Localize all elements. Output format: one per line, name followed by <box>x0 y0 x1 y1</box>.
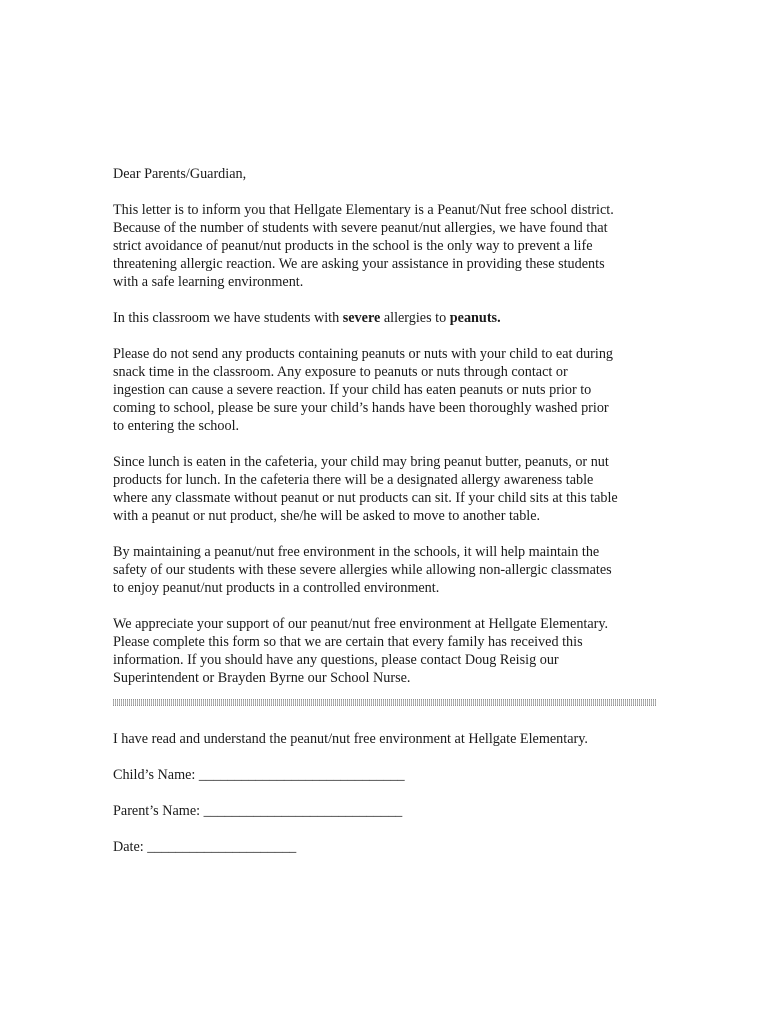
text-line: ingestion can cause a severe reaction. If your child has eaten peanuts or nuts prior to <box>113 382 592 398</box>
paragraph-intro <box>113 201 658 291</box>
parent-name-field[interactable] <box>113 802 658 820</box>
allergy-allergen-bold: peanuts. <box>449 310 501 326</box>
text-line: with a peanut or nut product, she/he will be asked to move to another table. <box>113 508 541 524</box>
date-field[interactable] <box>113 838 658 856</box>
letter-page <box>113 165 658 874</box>
text-line: to enjoy peanut/nut products in a controlled environment. <box>113 580 440 596</box>
child-name-label: Child’s Name: <box>113 767 199 783</box>
text-line: products for lunch. In the cafeteria there will be a designated allergy awareness table <box>113 472 594 488</box>
text-line: snack time in the classroom. Any exposure to peanuts or nuts through contact or <box>113 364 568 380</box>
child-name-blank[interactable]: _____________________________ <box>198 767 405 783</box>
paragraph-lunch <box>113 453 658 525</box>
text-line: threatening allergic reaction. We are asking your assistance in providing these students <box>113 256 605 272</box>
acknowledgement-statement: I have read and understand the peanut/nut free environment at Hellgate Elementary. <box>113 731 588 747</box>
allergy-severity-bold: severe <box>342 310 381 326</box>
text-line: We appreciate your support of our peanut/nut free environment at Hellgate Elementary. <box>113 616 609 632</box>
text-line: with a safe learning environment. <box>113 274 304 290</box>
child-name-field[interactable] <box>113 766 658 784</box>
text-line: coming to school, please be sure your child’s hands have been thoroughly washed prior <box>113 400 609 416</box>
text-line: strict avoidance of peanut/nut products in the school is the only way to prevent a life <box>113 238 593 254</box>
text-line: to entering the school. <box>113 418 240 434</box>
text-line: Since lunch is eaten in the cafeteria, your child may bring peanut butter, peanuts, or nut <box>113 454 609 470</box>
date-label: Date: <box>113 839 148 855</box>
parent-name-blank[interactable]: ____________________________ <box>203 803 403 819</box>
allergy-text-mid: allergies to <box>380 310 450 326</box>
greeting: Dear Parents/Guardian, <box>113 166 247 182</box>
paragraph-snack-time <box>113 345 658 435</box>
text-line: Please complete this form so that we are certain that every family has received this <box>113 634 583 650</box>
text-line: Superintendent or Brayden Byrne our School Nurse. <box>113 670 411 686</box>
allergy-text-pre: In this classroom we have students with <box>113 310 343 326</box>
text-line: information. If you should have any questions, please contact Doug Reisig our <box>113 652 559 668</box>
text-line: safety of our students with these severe allergies while allowing non-allergic classmates <box>113 562 612 578</box>
paragraph-classroom-allergy <box>113 309 658 327</box>
parent-name-label: Parent’s Name: <box>113 803 204 819</box>
text-line: Please do not send any products containing peanuts or nuts with your child to eat during <box>113 346 614 362</box>
cut-line-divider <box>113 699 656 706</box>
text-line: This letter is to inform you that Hellgate Elementary is a Peanut/Nut free school district. <box>113 202 614 218</box>
date-blank[interactable]: _____________________ <box>147 839 297 855</box>
text-line: where any classmate without peanut or nut products can sit. If your child sits at this table <box>113 490 618 506</box>
text-line: Because of the number of students with severe peanut/nut allergies, we have found that <box>113 220 608 236</box>
paragraph-contact <box>113 615 658 687</box>
paragraph-environment <box>113 543 658 597</box>
text-line: By maintaining a peanut/nut free environment in the schools, it will help maintain the <box>113 544 600 560</box>
